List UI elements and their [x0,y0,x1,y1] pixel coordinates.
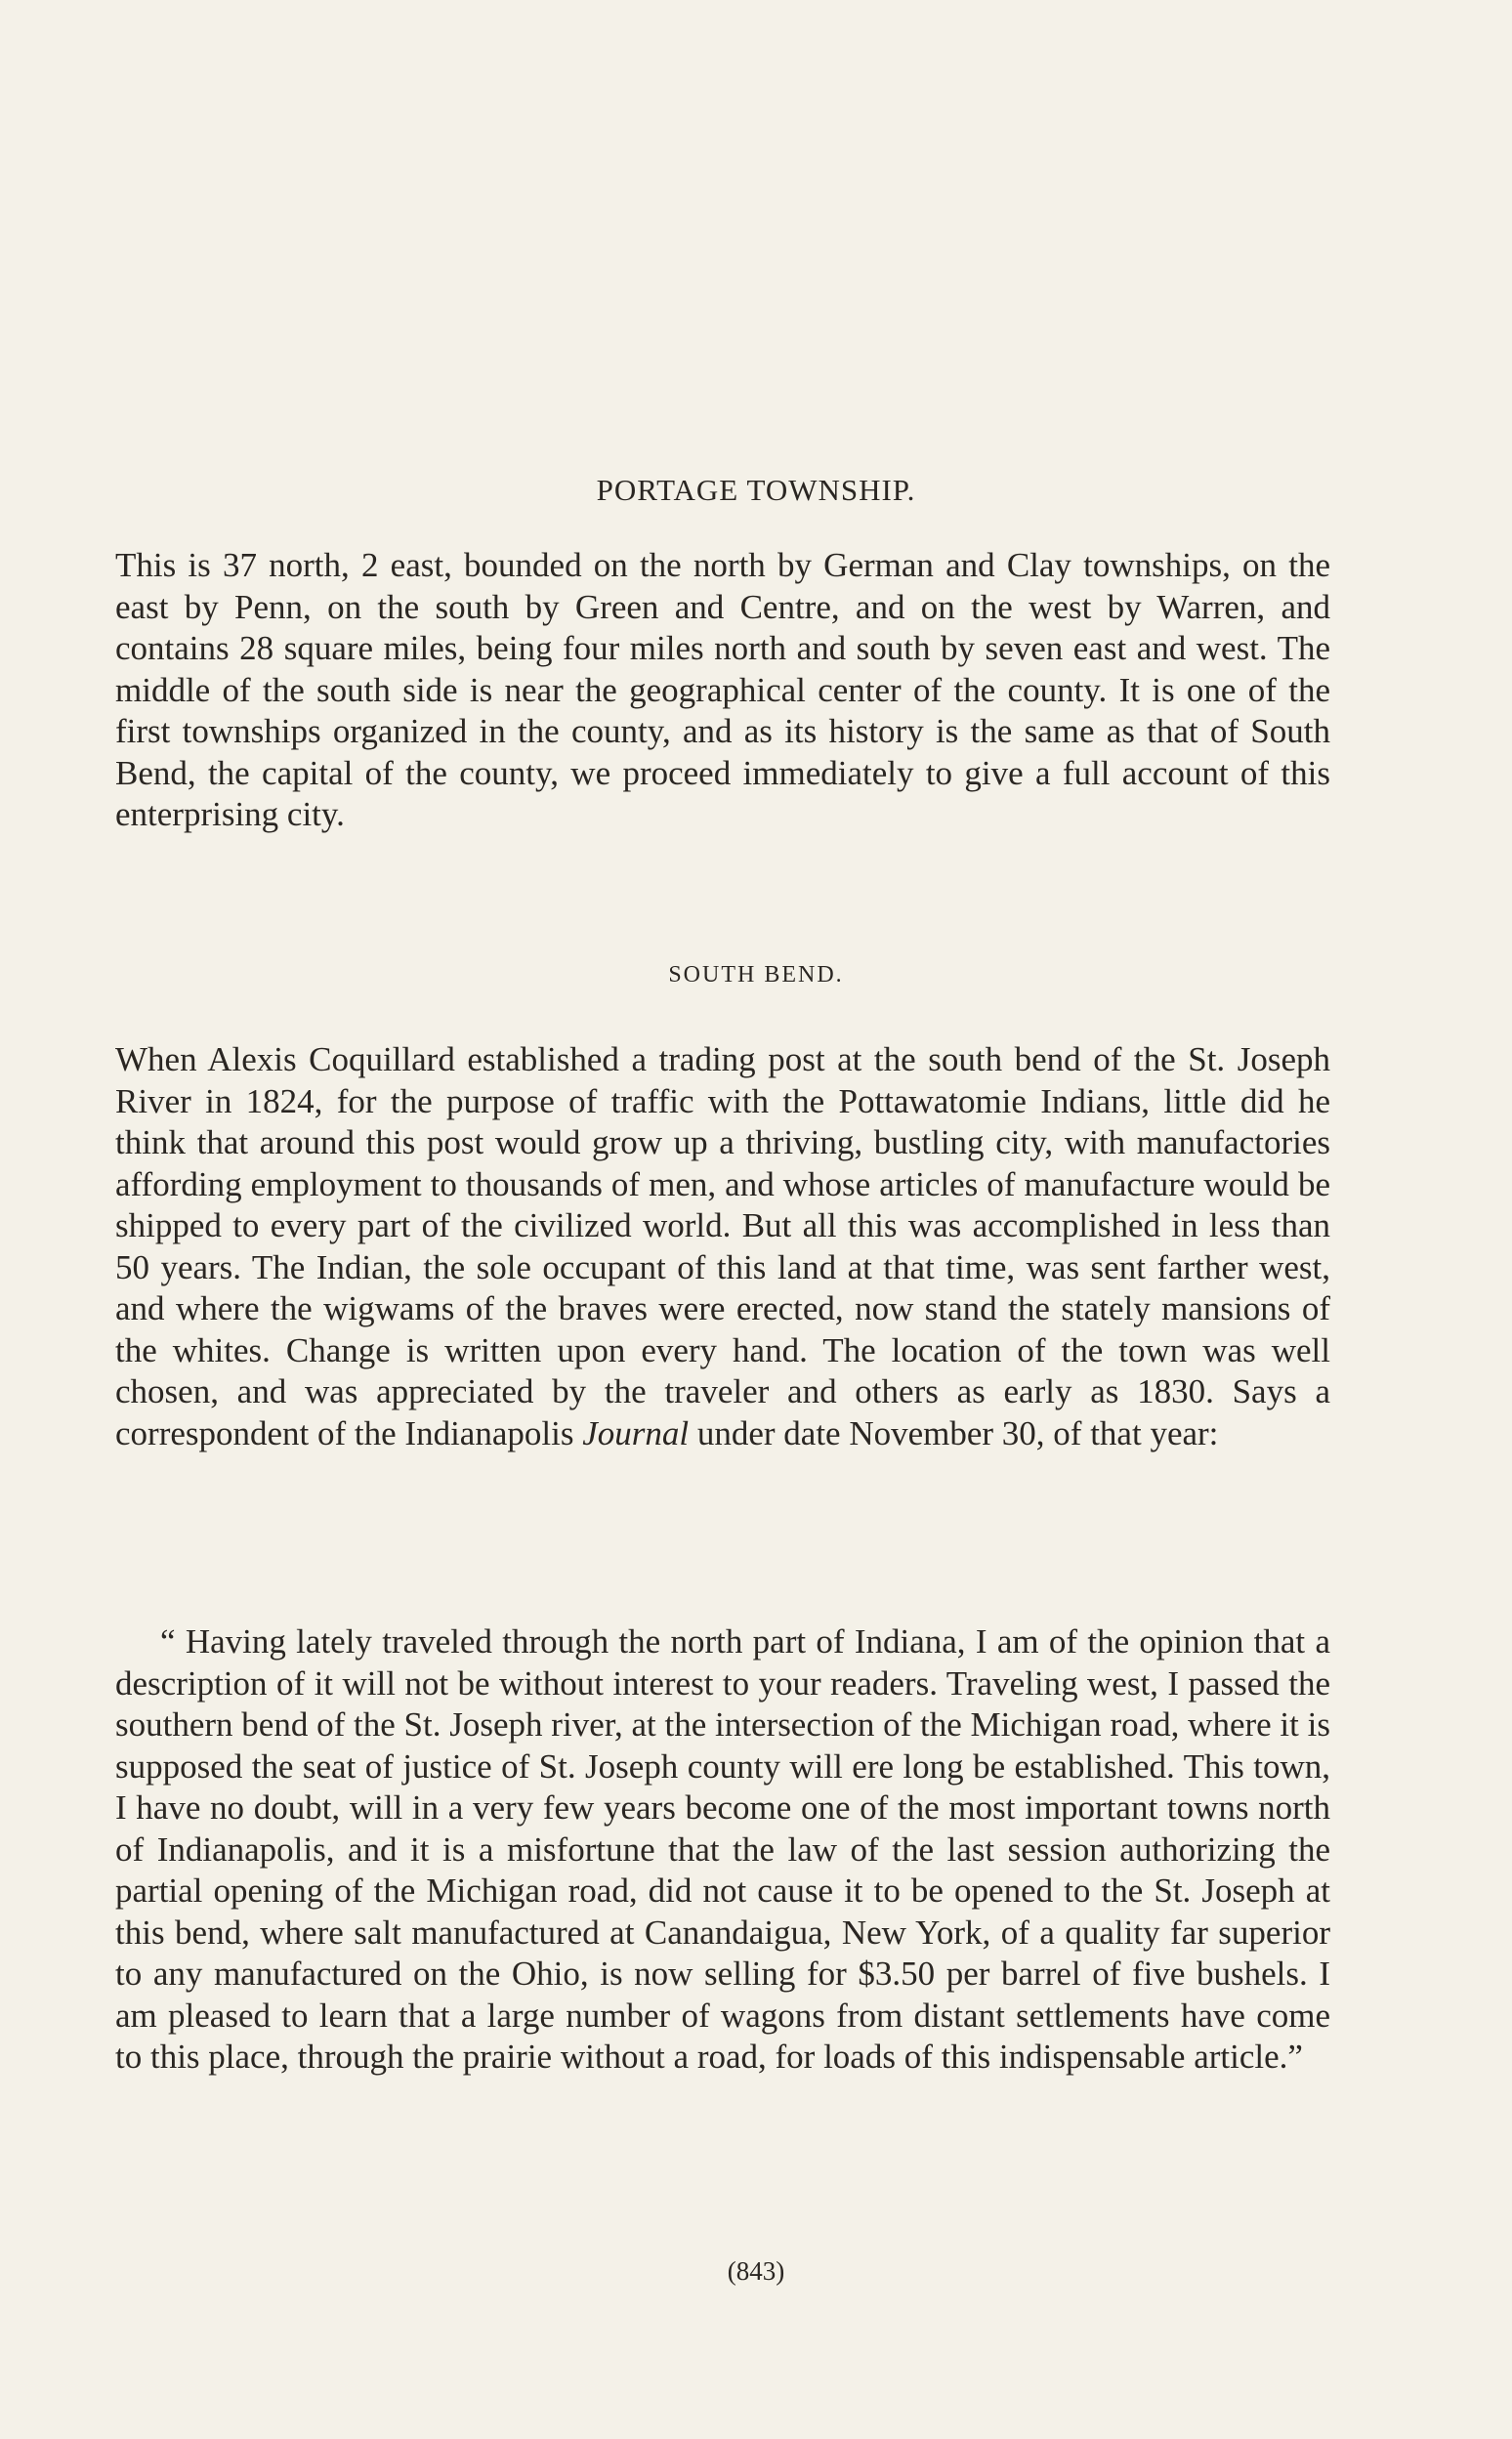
quote-paragraph: “ Having lately traveled through the north part of Indiana, I am of the opinion that a description of it will not be without interest to your readers. Traveling west, I passed the southern bend of the St. Joseph river, at the intersection of the Michigan road, where it is supposed the seat of justice of St. Joseph county will ere long be established. This town, I have no doubt, will in a very few years become one of the most important towns north of Indianapolis, and it is a misfortune that the law of the last session authorizing the partial opening of the Michigan road, did not cause it to be opened to the St. Joseph at this bend, where salt manufactured at Canandaigua, New York, of a quality far superior to any manufactured on the Ohio, is now selling for $3.50 per barrel of five bushels. I am pleased to learn that a large number of wagons from distant settlements have come to this place, through the prairie without a road, for loads of this indispensable article.” [115,1622,1330,2076]
section-title: PORTAGE TOWNSHIP. [596,473,916,507]
history-text-start: When Alexis Coquillard established a trading post at the south bend of the St. Joseph River in 1824, for the purpose of traffic with the Pottawatomie Indians, little did he think that around this post would grow up a thriving, bustling city, with manufactories affording employment to thousands of men, and whose articles of manufacture would be shipped to every part of the civilized world. But all this was accomplished in less than 50 years. The Indian, the sole occupant of this land at that time, was sent farther west, and where the wigwams of the braves were erected, now stand the stately mansions of the whites. Change is written upon every hand. The location of the town was well chosen, and was appreciated by the traveler and others as early as 1830. Says a correspondent of the Indianapolis [115,1040,1330,1452]
intro-paragraph: This is 37 north, 2 east, bounded on the north by German and Clay townships, on the east by Penn, on the south by Green and Centre, and on the west by Warren, and contains 28 square miles, being four miles north and south by seven east and west. The middle of the south side is near the geographical center of the county. It is one of the first townships organized in the county, and as its history is the same as that of South Bend, the capital of the county, we proceed immediately to give a full account of this enterprising city. [115,546,1330,833]
history-paragraph [115,1039,1330,1454]
journal-title: Journal [582,1413,690,1452]
subsection-title: SOUTH BEND. [668,962,844,988]
history-text-end: under date November 30, of that year: [689,1413,1219,1452]
page-number: (843) [727,2256,785,2286]
